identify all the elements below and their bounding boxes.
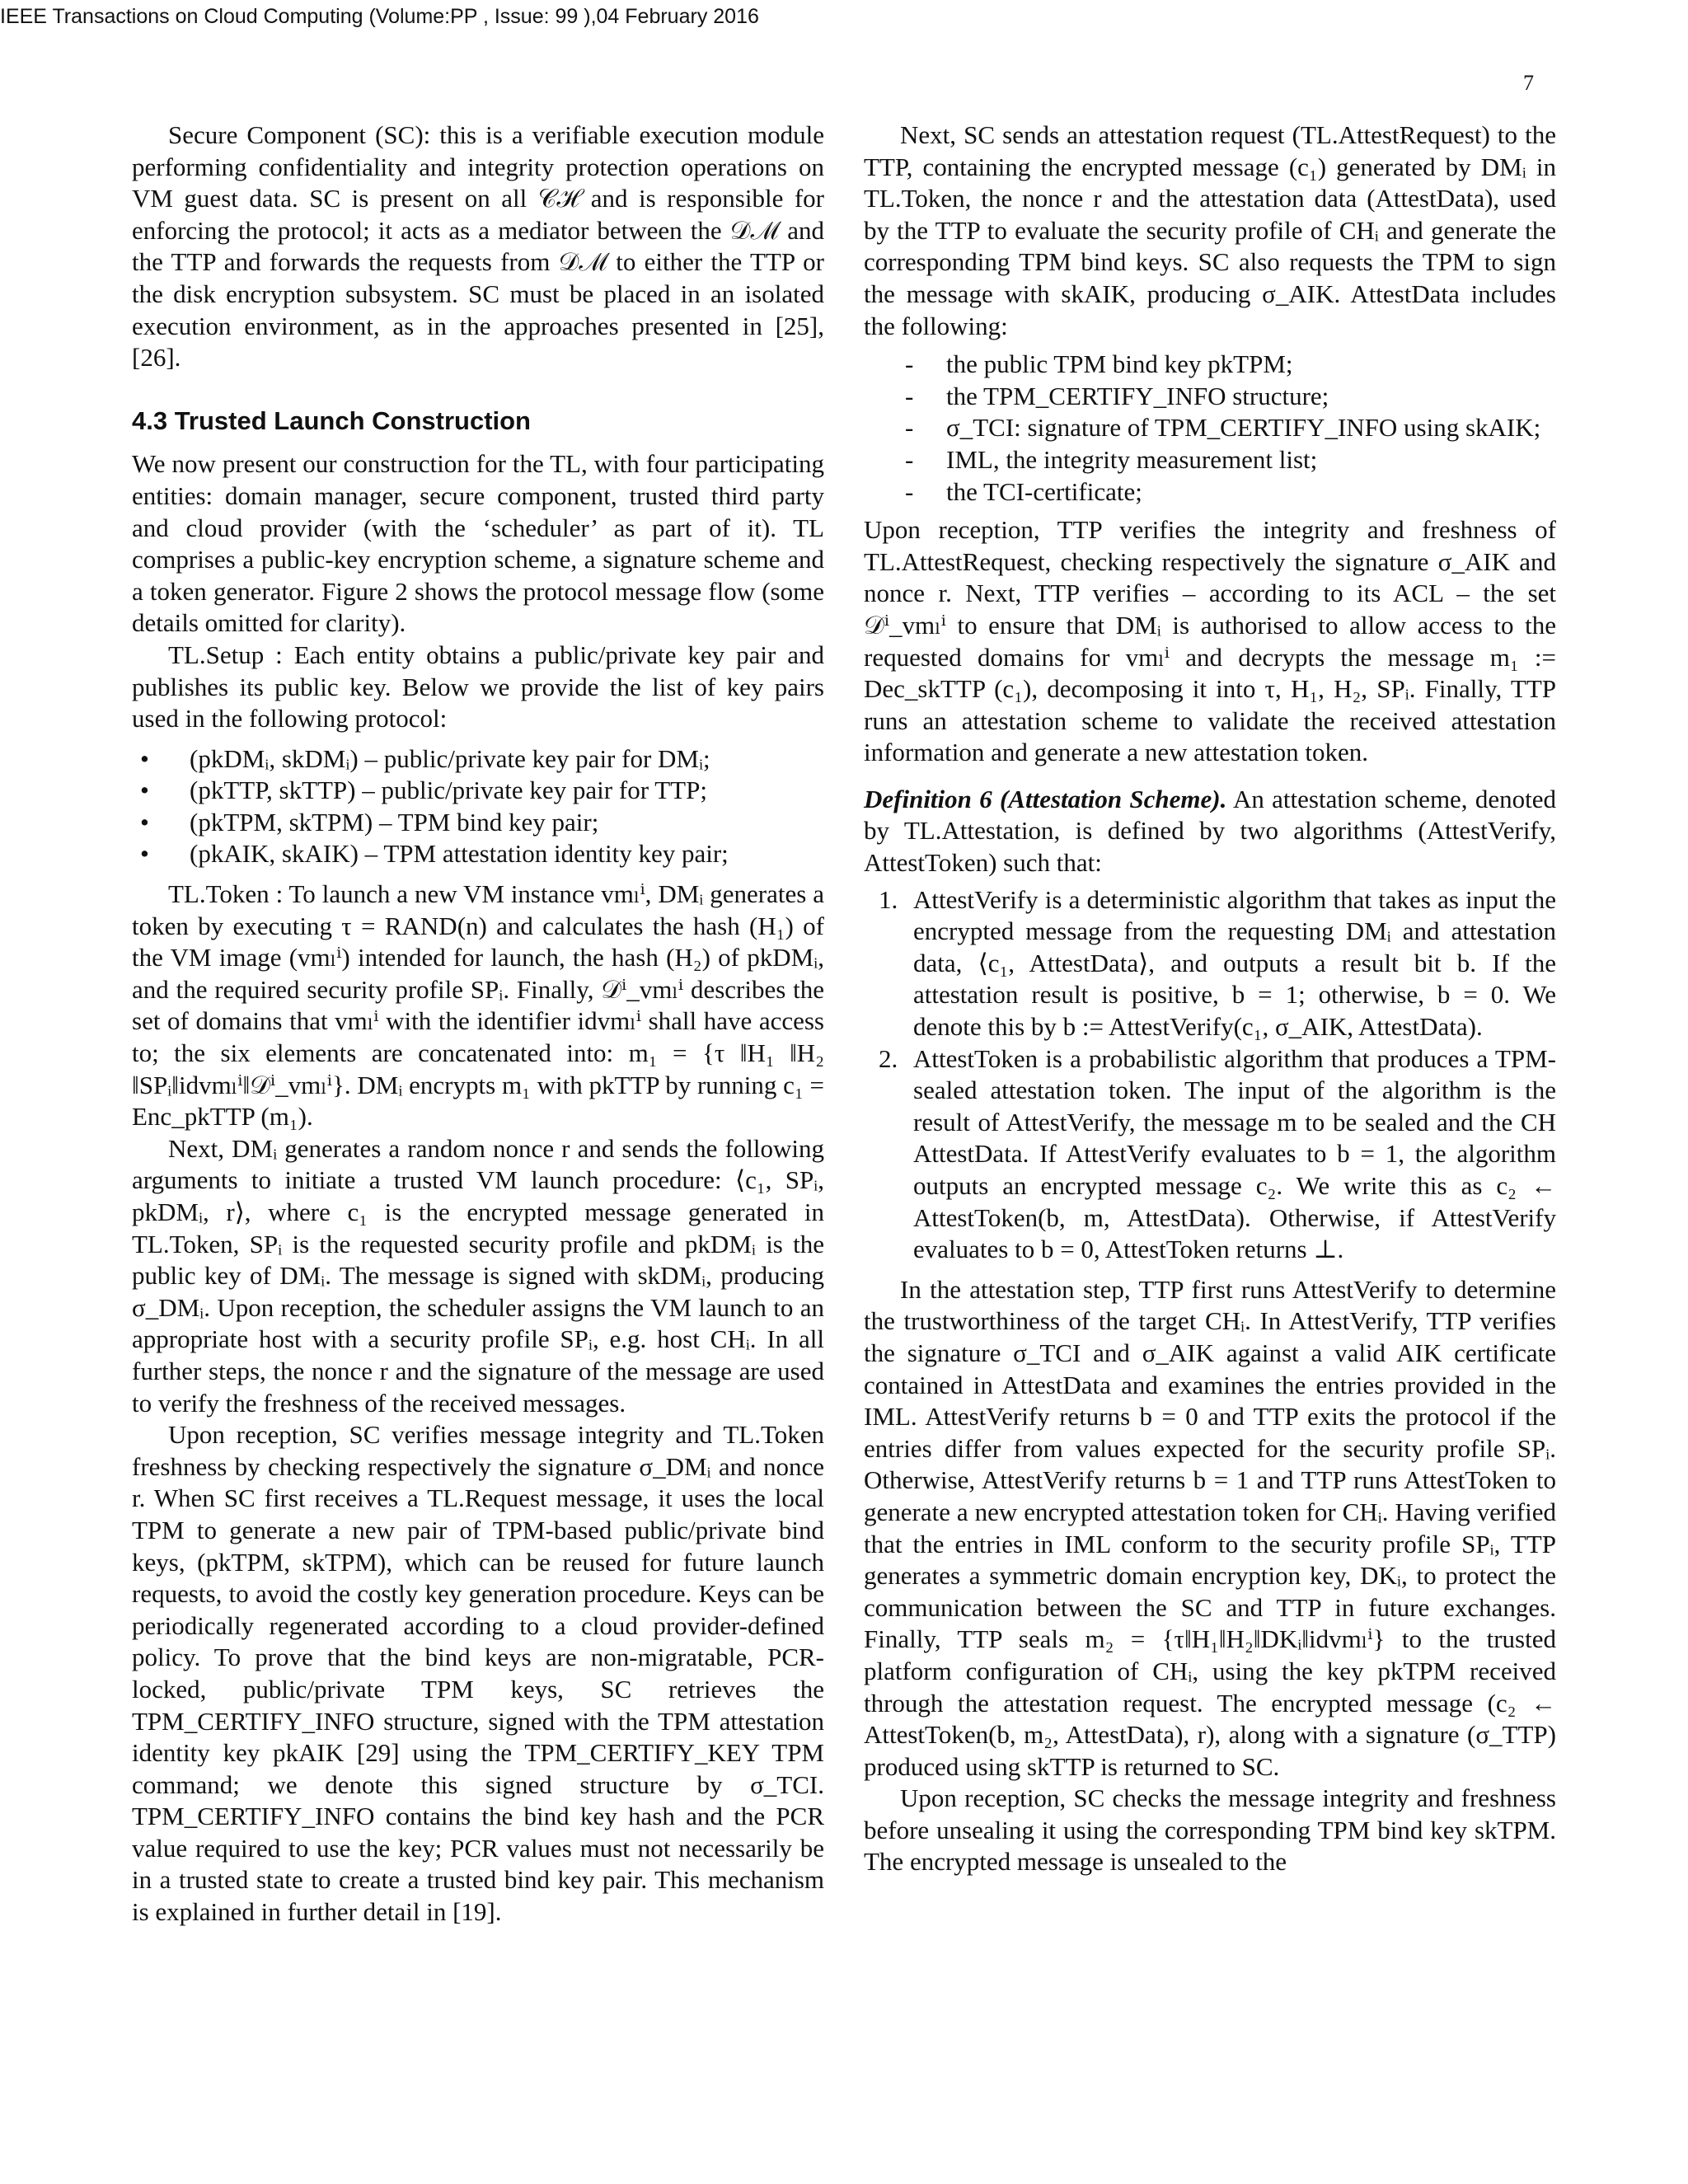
page-number: 7 bbox=[1523, 71, 1534, 95]
definition bbox=[864, 784, 1556, 879]
left-column bbox=[132, 120, 824, 1929]
definition-title: Definition 6 (Attestation Scheme). bbox=[864, 784, 1227, 813]
attest-request-paragraph: Next, SC sends an attestation request (TL.AttestRequest) to the TTP, containing the encrypted message (c₁) generated by DMᵢ in TL.Token, the nonce r and the attestation data (AttestData), used by the TTP to evaluate the security profile of CHᵢ and generate the corresponding TPM bind keys. SC also requests the TPM to sign the message with skAIK, producing σ_AIK. AttestData includes the following: bbox=[864, 120, 1556, 340]
reception-paragraph: Upon reception, SC verifies message integrity and TL.Token freshness by checking respectively the signature σ_DMᵢ and nonce r. When SC first receives a TL.Request message, it uses the local TPM to generate a new pair of TPM-based public/private bind keys, (pkTPM, skTPM), which can be reused for future launch requests, to avoid the costly key generation procedure. Keys can be periodically regenerated according to a cloud provider-defined policy. To prove that the bind keys are non-migratable, PCR-locked, public/private TPM keys, SC retrieves the TPM_CERTIFY_INFO structure, signed with the TPM attestation identity key pkAIK [29] using the TPM_CERTIFY_KEY TPM command; we denote this signed structure by σ_TCI. TPM_CERTIFY_INFO contains the bind key hash and the PCR value required to use the key; PCR values must not necessarily be in a trusted state to create a trusted bind key pair. This mechanism is explained in further detail in [19]. bbox=[132, 1420, 824, 1927]
list-item bbox=[864, 884, 1556, 1043]
sc-paragraph: Secure Component (SC): this is a verifiable execution module performing confidentiality and integrity protection operations on VM guest data. SC is present on all 𝒞ℋ and is responsible for enforcing the protocol; it acts as a mediator between the 𝒟ℳ and the TTP and forwards the requests from 𝒟ℳ to either the TTP or the disk encryption subsystem. SC must be placed in an isolated execution environment, as in the approaches presented in [25], [26]. bbox=[132, 120, 824, 373]
list-item: • (pkAIK, skAIK) – TPM attestation identity key pair; bbox=[132, 838, 824, 870]
attestation-step-paragraph: In the attestation step, TTP first runs AttestVerify to determine the trustworthiness of the target CHᵢ. In AttestVerify, TTP verifies the signature σ_TCI and σ_AIK against a valid AIK certificate contained in AttestData and examines the entries provided in the IML. AttestVerify returns b = 0 and TTP exits the protocol if the entries differ from values expected for the security profile SPᵢ. Otherwise, AttestVerify returns b = 1 and TTP runs AttestToken to generate a new encrypted attestation token for CHᵢ. Having verified that the entries in IML conform to the security profile SPᵢ, TTP generates a symmetric domain encryption key, DKᵢ, to protect the communication between the SC and TTP in future exchanges. Finally, TTP seals m₂ = {τ‖H₁‖H₂‖DKᵢ‖idvmₗⁱ} to the trusted platform configuration of CHᵢ, using the key pkTPM received through the attestation request. The encrypted message (c₂ ← AttestToken(b, m₂, AttestData), r), along with a signature (σ_TTP) produced using skTTP is returned to SC. bbox=[864, 1274, 1556, 1781]
list-item: • (pkTTP, skTTP) – public/private key pair for TTP; bbox=[132, 775, 824, 807]
list-item: - the public TPM bind key pkTPM; bbox=[864, 349, 1556, 381]
right-column bbox=[864, 120, 1556, 1878]
intro-paragraph: We now present our construction for the TL, with four participating entities: domain manager, secure component, trusted third party and cloud provider (with the ‘scheduler’ as part of it). TL comprises a public-key encryption scheme, a signature scheme and a token generator. Figure 2 shows the protocol message flow (some details omitted for clarity). bbox=[132, 449, 824, 638]
ttp-verify-paragraph: Upon reception, TTP verifies the integrity and freshness of TL.AttestRequest, checking respectively the signature σ_AIK and nonce r. Next, TTP verifies – according to its ACL – the set 𝒟ⁱ_vmₗⁱ to ensure that DMᵢ is authorised to allow access to the requested domains for vmₗⁱ and decrypts the message m₁ := Dec_skTTP (c₁), decomposing it into τ, H₁, H₂, SPᵢ. Finally, TTP runs an attestation scheme to validate the received attestation information and generate a new attestation token. bbox=[864, 515, 1556, 767]
key-pair-list bbox=[132, 743, 824, 870]
item-number: 1. bbox=[879, 884, 898, 914]
item-text: AttestToken is a probabilistic algorithm that produces a TPM-sealed attestation token. The input of the algorithm is the result of AttestVerify, the message m to be sealed and the CH AttestData. If AttestVerify evaluates to b = 1, the algorithm outputs an encrypted message c₂. We write this as c₂ ← AttestToken(b, m, AttestData). Otherwise, if AttestVerify evaluates to b = 0, AttestToken returns ⊥. bbox=[913, 1043, 1556, 1264]
final-paragraph: Upon reception, SC checks the message integrity and freshness before unsealing it using the corresponding TPM bind key skTPM. The encrypted message is unsealed to the bbox=[864, 1783, 1556, 1877]
nonce-paragraph: Next, DMᵢ generates a random nonce r and sends the following arguments to initiate a trusted VM launch procedure: ⟨c₁, SPᵢ, pkDMᵢ, r⟩, where c₁ is the encrypted message generated in TL.Token, SPᵢ is the requested security profile and pkDMᵢ is the public key of DMᵢ. The message is signed with skDMᵢ, producing σ_DMᵢ. Upon reception, the scheduler assigns the VM launch to an appropriate host with a security profile SPᵢ, e.g. host CHᵢ. In all further steps, the nonce r and the signature of the message are used to verify the freshness of the received messages. bbox=[132, 1133, 824, 1418]
list-item: - σ_TCI: signature of TPM_CERTIFY_INFO using skAIK; bbox=[864, 412, 1556, 444]
list-item: - the TPM_CERTIFY_INFO structure; bbox=[864, 381, 1556, 413]
journal-header: IEEE Transactions on Cloud Computing (Volume:PP , Issue: 99 ),04 February 2016 bbox=[0, 5, 759, 28]
item-number: 2. bbox=[879, 1043, 898, 1073]
attest-data-list bbox=[864, 349, 1556, 508]
definition-text: An attestation scheme, denoted by TL.Attestation, is defined by two algorithms (AttestVerify, AttestToken) such that: bbox=[864, 784, 1556, 878]
list-item: - the TCI-certificate; bbox=[864, 476, 1556, 509]
list-item bbox=[864, 1043, 1556, 1266]
list-item: • (pkDMᵢ, skDMᵢ) – public/private key pair for DMᵢ; bbox=[132, 743, 824, 776]
algorithm-list bbox=[864, 884, 1556, 1266]
list-item: - IML, the integrity measurement list; bbox=[864, 444, 1556, 476]
token-paragraph: TL.Token : To launch a new VM instance vmₗⁱ, DMᵢ generates a token by executing τ = RAND(n) and calculates the hash (H₁) of the VM image (vmₗⁱ) intended for launch, the hash (H₂) of pkDMᵢ, and the required security profile SPᵢ. Finally, 𝒟ⁱ_vmₗⁱ describes the set of domains that vmₗⁱ with the identifier idvmₗⁱ shall have access to; the six elements are concatenated into: m₁ = {τ ‖H₁ ‖H₂ ‖SPᵢ‖idvmₗⁱ‖𝒟ⁱ_vmₗⁱ}. DMᵢ encrypts m₁ with pkTTP by running c₁ = Enc_pkTTP (m₁). bbox=[132, 879, 824, 1132]
list-item: • (pkTPM, skTPM) – TPM bind key pair; bbox=[132, 807, 824, 839]
item-text: AttestVerify is a deterministic algorithm that takes as input the encrypted message from the requesting DMᵢ and attestation data, ⟨c₁, AttestData⟩, and outputs a result bit b. If the attestation result is positive, b = 1; otherwise, b = 0. We denote this by b := AttestVerify(c₁, σ_AIK, AttestData). bbox=[913, 884, 1556, 1042]
setup-paragraph: TL.Setup : Each entity obtains a public/private key pair and publishes its public key. Below we provide the list of key pairs used in the following protocol: bbox=[132, 640, 824, 733]
section-heading: 4.3 Trusted Launch Construction bbox=[132, 405, 531, 435]
